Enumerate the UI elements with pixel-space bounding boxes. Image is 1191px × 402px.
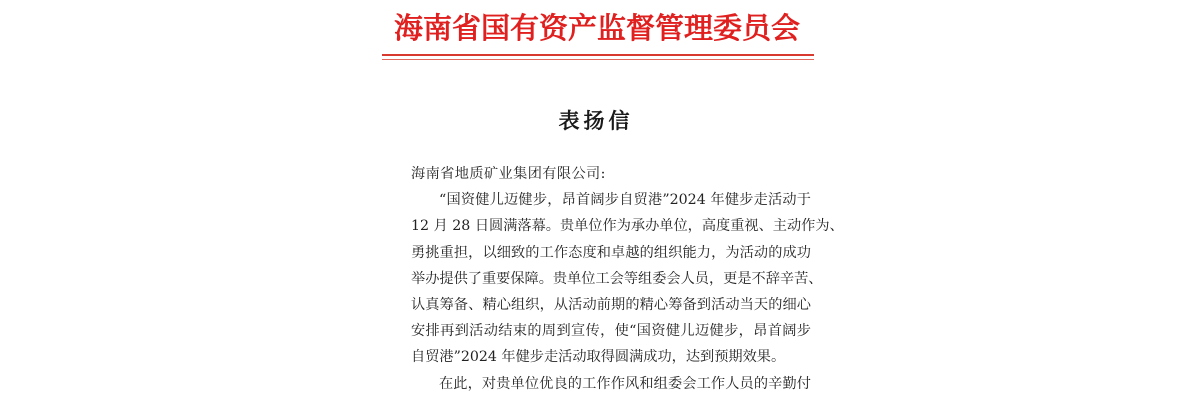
letter-body	[411, 161, 844, 397]
body-line: 勇挑重担，以细致的工作态度和卓越的组织能力，为活动的成功	[411, 244, 811, 261]
body-line: 举办提供了重要保障。贵单位工会等组委会人员，更是不辞辛苦、	[411, 270, 823, 287]
body-line: 认真筹备、精心组织，从活动前期的精心筹备到活动当天的细心	[411, 296, 811, 313]
salutation: 海南省地质矿业集团有限公司:	[411, 166, 606, 182]
document-title: 表扬信	[558, 108, 634, 133]
body-line: 安排再到活动结束的周到宣传，使“国资健儿迈健步，昂首阔步	[411, 323, 811, 340]
body-line: 12 月 28 日圆满落幕。贵单位作为承办单位，高度重视、主动作为、	[411, 218, 844, 235]
body-line: 自贸港”2024 年健步走活动取得圆满成功，达到预期效果。	[411, 349, 786, 366]
body-line: 在此，对贵单位优良的工作作风和组委会工作人员的辛勤付	[439, 375, 811, 392]
body-line: “国资健儿迈健步，昂首阔步自贸港”2024 年健步走活动于	[439, 192, 811, 209]
letterhead-rule-thick	[382, 54, 814, 56]
letterhead-organization: 海南省国有资产监督管理委员会	[393, 11, 800, 45]
letterhead-rule-thin	[382, 59, 814, 60]
